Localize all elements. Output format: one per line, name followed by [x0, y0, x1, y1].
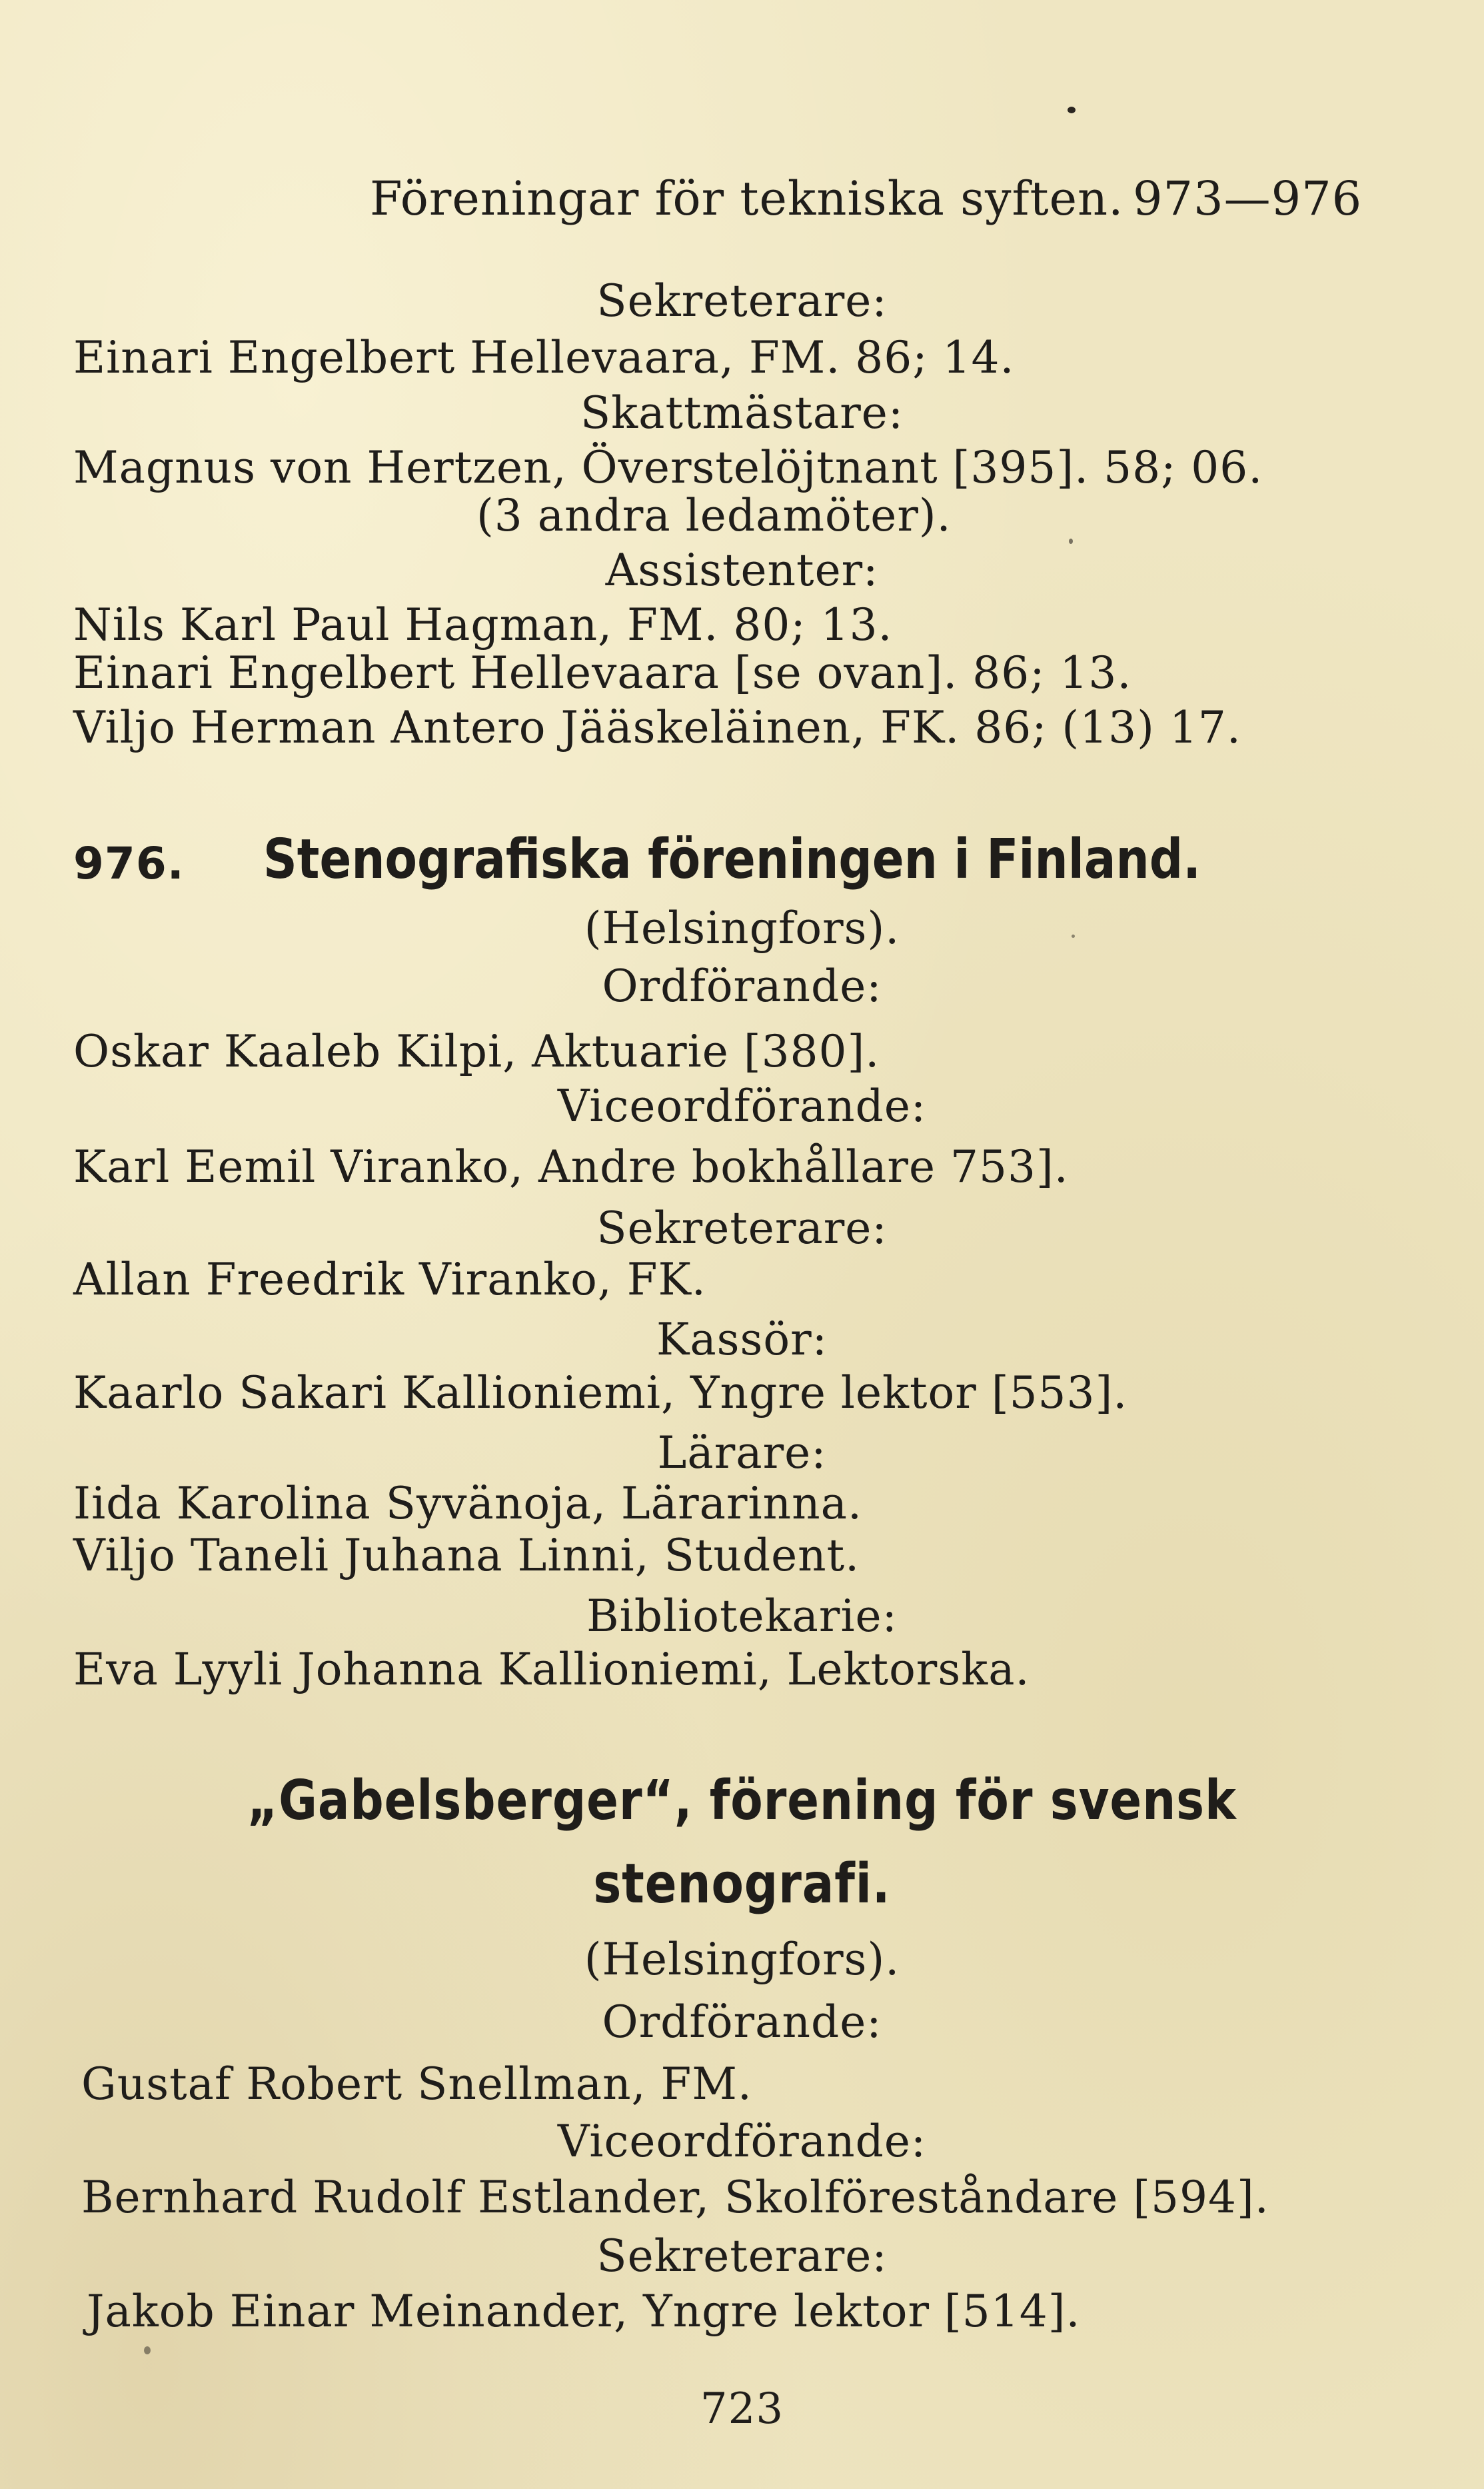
- role-label: Ordförande:: [602, 961, 882, 1012]
- running-head-title: Föreningar för tekniska syften.: [370, 171, 1124, 226]
- role-label: Bibliotekarie:: [586, 1590, 898, 1642]
- paper-speck: [144, 2346, 151, 2354]
- paper-speck: [1068, 107, 1076, 113]
- member-entry: Magnus von Hertzen, Överstelöjtnant [395]. 58; 06.: [73, 442, 1263, 493]
- section-title-line1: „Gabelsberger“, förening för svensk: [247, 1769, 1237, 1832]
- role-label: Assistenter:: [605, 545, 879, 596]
- paper-speck: [1069, 539, 1073, 544]
- member-entry: Nils Karl Paul Hagman, FM. 80; 13.: [73, 599, 893, 651]
- section-place: (Helsingfors).: [584, 903, 900, 954]
- role-label: Sekreterare:: [596, 275, 888, 327]
- member-entry: Einari Engelbert Hellevaara, FM. 86; 14.: [73, 332, 1015, 383]
- section-place: (Helsingfors).: [584, 1934, 900, 1985]
- member-entry: Eva Lyyli Johanna Kallioniemi, Lektorska.: [73, 1644, 1030, 1695]
- role-label: Viceordförande:: [557, 1081, 927, 1132]
- role-label: Sekreterare:: [596, 1203, 888, 1254]
- role-label: Viceordförande:: [557, 2116, 927, 2167]
- member-entry: Karl Eemil Viranko, Andre bokhållare 753].: [73, 1141, 1069, 1193]
- section-title-line2: stenografi.: [593, 1852, 891, 1916]
- section-title: [0, 1852, 1484, 1916]
- section-number: 976.: [73, 838, 185, 889]
- paper-speck: [1072, 935, 1075, 938]
- section-title: Stenografiska föreningen i Finland.: [263, 828, 1201, 891]
- member-entry: Bernhard Rudolf Estlander, Skolföreståndare [594].: [81, 2172, 1269, 2223]
- page-number: 723: [700, 2384, 784, 2434]
- member-entry: Kaarlo Sakari Kallioniemi, Yngre lektor [553].: [73, 1367, 1128, 1418]
- role-label: Lärare:: [657, 1427, 827, 1478]
- role-label: Sekreterare:: [596, 2230, 888, 2282]
- running-head-range: 973—976: [1133, 171, 1363, 226]
- member-entry: Allan Freedrik Viranko, FK.: [73, 1254, 706, 1305]
- member-entry: Gustaf Robert Snellman, FM.: [81, 2058, 752, 2110]
- member-entry: Iida Karolina Syvänoja, Lärarinna.: [73, 1478, 862, 1529]
- member-entry: Jakob Einar Meinander, Yngre lektor [514].: [87, 2286, 1081, 2337]
- section-title: [0, 1769, 1484, 1833]
- member-entry: Viljo Herman Antero Jääskeläinen, FK. 86; (13) 17.: [73, 702, 1241, 753]
- role-label: Ordförande:: [602, 1996, 882, 2048]
- member-entry: Viljo Taneli Juhana Linni, Student.: [73, 1530, 860, 1581]
- role-label: Kassör:: [656, 1314, 828, 1365]
- member-entry: Oskar Kaaleb Kilpi, Aktuarie [380].: [73, 1026, 880, 1077]
- running-head: [370, 171, 1363, 226]
- member-entry: Einari Engelbert Hellevaara [se ovan]. 86; 13.: [73, 647, 1132, 699]
- note-line: (3 andra ledamöter).: [476, 490, 952, 541]
- role-label: Skattmästare:: [580, 387, 904, 439]
